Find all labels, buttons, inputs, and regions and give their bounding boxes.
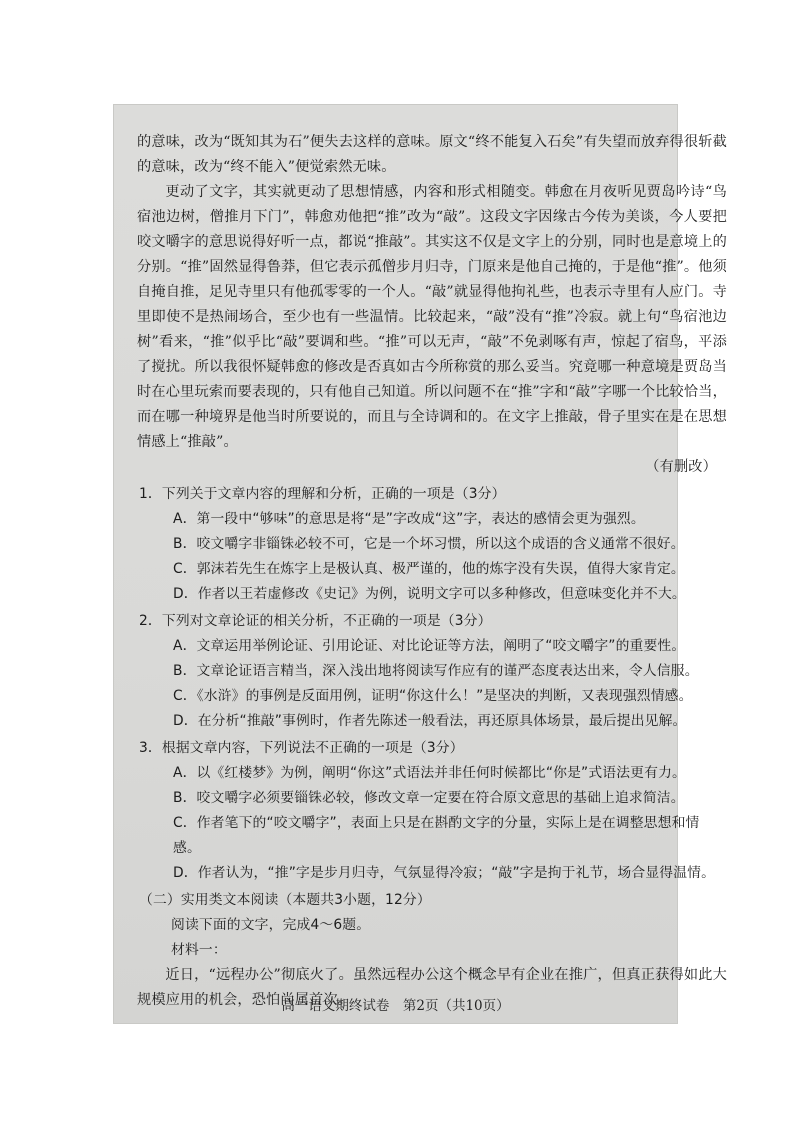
option-a: A．第一段中“够味”的意思是将“是”字改成“这”字，表达的感情会更为强烈。 — [173, 511, 645, 527]
option-c: C．作者笔下的“咬文嚼字”，表面上只是在斟酌文字的分量，实际上是在调整思想和情感。 — [173, 815, 700, 856]
paragraph-continuation: 的意味，改为“既知其为石”便失去这样的意味。原文“终不能复入石矣”有失望而放弃得很斩截的意味，改为“终不能入”便觉索然无味。 — [137, 134, 727, 175]
option-b: B．咬文嚼字必须要锱铢必较，修改文章一定要在符合原文意思的基础上追求简洁。 — [173, 790, 685, 806]
page-content — [137, 130, 727, 1013]
material-label: 材料一： — [171, 942, 227, 958]
option-c: C．郭沫若先生在炼字上是极认真、极严谨的，他的炼字没有失误，值得大家肯定。 — [173, 561, 685, 577]
question-1 — [139, 482, 727, 607]
question-3 — [139, 736, 727, 886]
option-b: B．文章论证语言精当，深入浅出地将阅读写作应有的谨严态度表达出来，令人信服。 — [173, 663, 699, 679]
question-stem: 2．下列对文章论证的相关分析，不正确的一项是（3分） — [139, 613, 492, 629]
paragraph-tuiqiao: 更动了文字，其实就更动了思想情感，内容和形式相随变。韩愈在月夜听见贾岛吟诗“鸟宿池边树，僧推月下门”，韩愈劝他把“推”改为“敲”。这段文字因缘古今传为美谈，今人要把咬文嚼字的意思说得好听一点，都说“推敲”。其实这不仅是文字上的分别，同时也是意境上的分别。“推”固然显得鲁莽，但它表示孤僧步月归寺，门原来是他自己掩的，于是他“推”。他须自掩自推，足见寺里只有他孤零零的一个人。“敲”就显得他拘礼些，也表示寺里有人应门。寺里即使不是热闹场合，至少也有一些温情。比较起来，“敲”没有“推”冷寂。就上句“鸟宿池边树”看来，“推”似乎比“敲”要调和些。“推”可以无声，“敲”不免剥啄有声，惊起了宿鸟，平添了搅扰。所以我很怀疑韩愈的修改是否真如古今所称赏的那么妥当。究竟哪一种意境是贾岛当时在心里玩索而要表现的，只有他自己知道。所以问题不在“推”字和“敲”字哪一个比较恰当，而在哪一种境界是他当时所要说的，而且与全诗调和的。在文字上推敲，骨子里实在是在思想情感上“推敲”。 — [137, 184, 727, 450]
question-stem: 1．下列关于文章内容的理解和分析，正确的一项是（3分） — [139, 486, 506, 502]
section-title: （二）实用类文本阅读（本题共3小题，12分） — [139, 892, 431, 908]
option-c: C．《水浒》的事例是反面用例，证明“你这什么！”是坚决的判断，又表现强烈情感。 — [173, 688, 693, 704]
question-2 — [139, 609, 727, 734]
option-d: D．作者以王若虚修改《史记》为例，说明文字可以多种修改，但意味变化并不大。 — [173, 586, 686, 602]
question-stem: 3．根据文章内容，下列说法不正确的一项是（3分） — [139, 740, 464, 756]
option-a: A．文章运用举例论证、引用论证、对比论证等方法，阐明了“咬文嚼字”的重要性。 — [173, 638, 686, 654]
option-d: D．作者认为，“推”字是步月归寺，气氛显得冷寂；“敲”字是拘于礼节，场合显得温情。 — [173, 865, 716, 881]
option-b: B．咬文嚼字非锱铢必较不可，它是一个坏习惯，所以这个成语的含义通常不很好。 — [173, 536, 685, 552]
option-d: D．在分析“推敲”事例时，作者先陈述一般看法，再还原具体场景，最后提出见解。 — [173, 713, 687, 729]
material-paragraph: 近日，“远程办公”彻底火了。虽然远程办公这个概念早有企业在推广，但真正获得如此大规模应用的机会，恐怕尚属首次。 — [137, 967, 727, 1008]
option-a: A．以《红楼梦》为例，阐明“你这”式语法并非任何时候都比“你是”式语法更有力。 — [173, 765, 686, 781]
page-footer: 高一语文期终试卷 第2页（共10页） — [281, 998, 510, 1014]
reading-instruction: 阅读下面的文字，完成4～6题。 — [171, 917, 371, 933]
edit-note: （有删改） — [645, 459, 717, 475]
scanned-page-photo — [113, 104, 727, 1024]
